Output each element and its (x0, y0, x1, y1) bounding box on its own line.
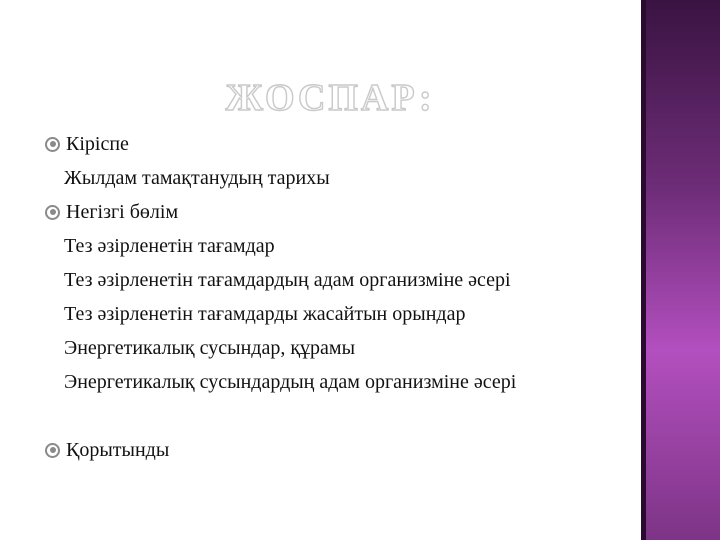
sub-item (64, 166, 330, 190)
sub-item-text: Тез әзірленетін тағамдар (64, 235, 275, 257)
circle-dot-bullet-icon (45, 137, 60, 152)
sub-item (64, 268, 511, 292)
sub-item (64, 302, 465, 326)
sub-item-text: Энергетикалық сусындар, құрамы (64, 337, 356, 359)
sub-item-text: Энергетикалық сусындардың адам организміне әсері (64, 371, 517, 393)
bullet-text: Кіріспе (66, 133, 129, 155)
sub-item (64, 234, 275, 258)
sub-item-text: Тез әзірленетін тағамдарды жасайтын орындар (64, 303, 466, 325)
sub-item-text: Тез әзірленетін тағамдардың адам организміне әсері (64, 269, 511, 291)
circle-dot-bullet-icon (45, 443, 60, 458)
slide-title-text: ЖОСПАР: (225, 77, 435, 118)
circle-dot-bullet-icon (45, 205, 60, 220)
bullet-text: Негізгі бөлім (66, 201, 179, 223)
sub-item (64, 336, 355, 360)
bullet-item (45, 438, 169, 462)
bullet-item (45, 200, 178, 224)
sub-item (64, 370, 516, 394)
slide-title (225, 72, 435, 118)
side-bar-purple-gradient (646, 0, 720, 540)
sub-item-text: Жылдам тамақтанудың тарихы (64, 167, 330, 189)
bullet-text: Қорытынды (66, 439, 170, 461)
bullet-item (45, 132, 129, 156)
